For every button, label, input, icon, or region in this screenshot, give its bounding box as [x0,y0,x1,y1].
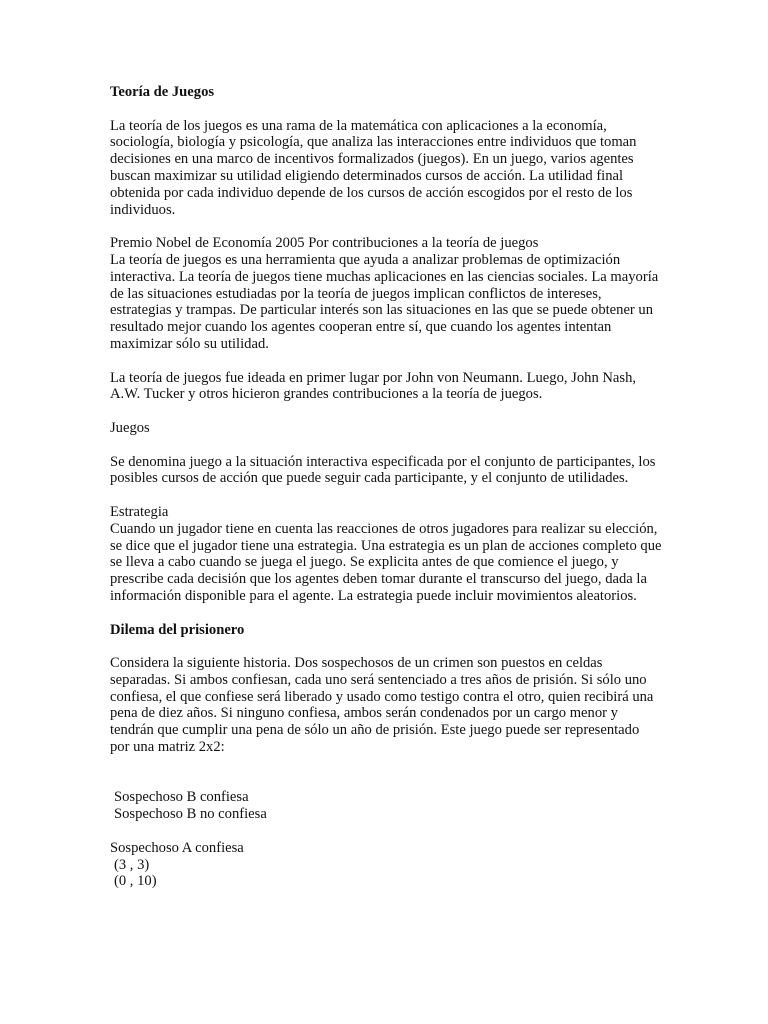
matrix-row-label-a-confiesa: Sospechoso A confiesa [110,839,244,856]
matrix-cell-a-conf-b-noconf: (0 , 10) [114,873,157,890]
section-heading-estrategia: Estrategia [110,503,169,520]
nobel-line: Premio Nobel de Economía 2005 Por contribuciones a la teoría de juegos [110,235,539,252]
matrix-col-b-no-confiesa: Sospechoso B no confiesa [114,806,267,823]
section-heading-dilema: Dilema del prisionero [110,621,245,638]
matrix-col-b-confiesa: Sospechoso B confiesa [114,789,249,806]
paragraph-estrategia-block [110,504,662,605]
paragraph-optimization: La teoría de juegos es una herramienta que ayuda a analizar problemas de optimización interactiva. La teoría de juegos tiene muchas aplicaciones en las ciencias sociales. La mayoría de las situaciones estudiadas por la teoría de juegos implican conflictos de intereses, estrategias y trampas. De particular interés son las situaciones en las que se puede obtener un resultado mejor cuando los agentes cooperan entre sí, que cuando los agentes intentan maximizar sólo su utilidad. [110,251,659,352]
paragraph-juego-definition: Se denomina juego a la situación interactiva especificada por el conjunto de participantes, los posibles cursos de acción que puede seguir cada participante, y el conjunto de utilidades. [110,453,656,487]
spacer [110,823,662,840]
paragraph-history: La teoría de juegos fue ideada en primer lugar por John von Neumann. Luego, John Nash, A.W. Tucker y otros hicieron grandes contribuciones a la teoría de juegos. [110,369,637,403]
matrix-cell-a-conf-b-conf: (3 , 3) [114,856,150,873]
paragraph-nobel-block [110,235,662,353]
paragraph-dilema: Considera la siguiente historia. Dos sospechosos de un crimen son puestos en celdas separadas. Si ambos confiesan, cada uno será sentenciado a tres años de prisión. Si sólo uno confiesa, el que confiese será liberado y usado como testigo contra el otro, quien recibirá una pena de diez años. Si ninguno confiesa, ambos serán condenados por un cargo menor y tendrán que cumplir una pena de sólo un año de prisión. Este juego puede ser representado por una matriz 2x2: [110,655,654,756]
document-body [110,84,662,890]
spacer [110,773,662,790]
document-title: Teoría de Juegos [110,84,215,100]
section-heading-juegos: Juegos [110,419,150,436]
matrix-row-a-confiesa [110,840,662,890]
matrix-header [110,789,662,823]
paragraph-estrategia: Cuando un jugador tiene en cuenta las reacciones de otros jugadores para realizar su elección, se dice que el jugador tiene una estrategia. Una estrategia es un plan de acciones completo que se lleva a cabo cuando se juega el juego. Se explicita antes de que comience el juego, y prescribe cada decisión que los agentes deben tomar durante el transcurso del juego, dada la información disponible para el agente. La estrategia puede incluir movimientos aleatorios. [110,520,662,604]
paragraph-intro: La teoría de los juegos es una rama de la matemática con aplicaciones a la economía, sociología, biología y psicología, que analiza las interacciones entre individuos que toman decisiones en una marco de incentivos formalizados (juegos). En un juego, varios agentes buscan maximizar su utilidad eligiendo determinados cursos de acción. La utilidad final obtenida por cada individuo depende de los cursos de acción escogidos por el resto de los individuos. [110,117,637,218]
